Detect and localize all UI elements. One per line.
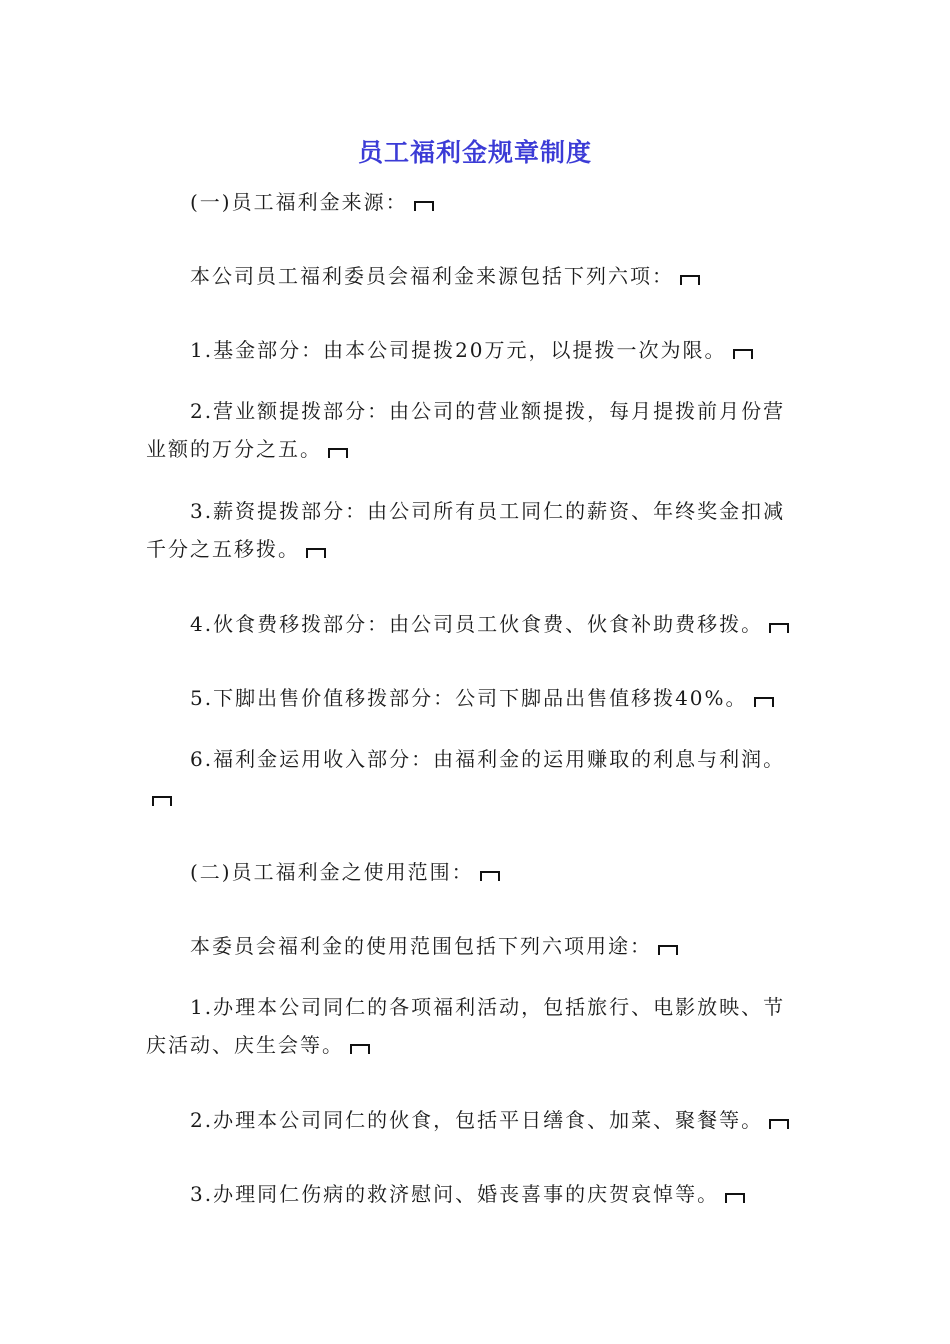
paragraph-mark-icon [680, 275, 700, 285]
paragraph-mark-icon [480, 871, 500, 881]
paragraph-mark-icon [328, 448, 348, 458]
paragraph-mark-icon [769, 1119, 789, 1129]
paragraph-mark-icon [306, 548, 326, 558]
paragraph-mark-icon [733, 349, 753, 359]
section-heading-usage: (二)员工福利金之使用范围： [146, 853, 806, 891]
paragraph-sources-intro: 本公司员工福利委员会福利金来源包括下列六项： [146, 257, 806, 295]
paragraph-mark-icon [725, 1193, 745, 1203]
paragraph-mark-icon [658, 945, 678, 955]
paragraph-mark-icon [152, 796, 172, 806]
list-item-source-1: 1.基金部分：由本公司提拨20万元，以提拨一次为限。 [146, 331, 806, 369]
list-item-source-4: 4.伙食费移拨部分：由公司员工伙食费、伙食补助费移拨。 [146, 605, 806, 643]
list-item-source-3: 3.薪资提拨部分：由公司所有员工同仁的薪资、年终奖金扣减千分之五移拨。 [146, 499, 786, 561]
paragraph-mark-icon [769, 623, 789, 633]
paragraph-usage-intro: 本委员会福利金的使用范围包括下列六项用途： [146, 927, 806, 965]
list-item-usage-2: 2.办理本公司同仁的伙食，包括平日缮食、加菜、聚餐等。 [146, 1101, 806, 1139]
section-heading-sources: (一)员工福利金来源： [146, 183, 806, 221]
list-item-usage-3: 3.办理同仁伤病的救济慰问、婚丧喜事的庆贺哀悼等。 [146, 1175, 806, 1213]
list-item-source-5: 5.下脚出售价值移拨部分：公司下脚品出售值移拨40%。 [146, 679, 806, 717]
list-item-usage-1: 1.办理本公司同仁的各项福利活动，包括旅行、电影放映、节庆活动、庆生会等。 [146, 995, 786, 1057]
paragraph-mark-icon [414, 201, 434, 211]
list-item-source-6: 6.福利金运用收入部分：由福利金的运用赚取的利息与利润。 [146, 740, 806, 816]
list-item-source-2: 2.营业额提拨部分：由公司的营业额提拨，每月提拨前月份营业额的万分之五。 [146, 399, 786, 461]
document-title: 员工福利金规章制度 [357, 138, 592, 167]
paragraph-mark-icon [350, 1044, 370, 1054]
paragraph-mark-icon [754, 697, 774, 707]
